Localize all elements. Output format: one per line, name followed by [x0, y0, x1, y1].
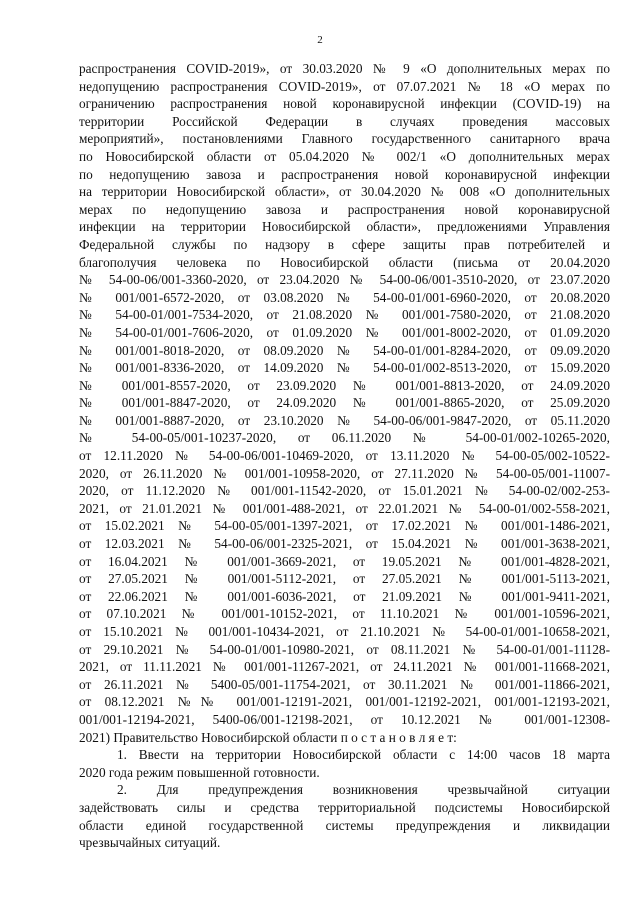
text-line: от 16.04.2021 № 001/001-3669-2021, от 19.05.2021 № 001/001-4828-2021,	[79, 553, 610, 569]
text-line: № 001/001-8018-2020, от 08.09.2020 № 54-00-01/001-8284-2020, от 09.09.2020	[79, 342, 610, 358]
text-line: на территории Новосибирской области», от 30.04.2020 № 008 «О дополнительных	[79, 184, 610, 200]
text-line: 2020, от 26.11.2020 № 001/001-10958-2020, от 27.11.2020 № 54-00-05/001-11007-	[79, 465, 610, 481]
text-line: 2021) Правительство Новосибирской области п о с т а н о в л я е т:	[79, 729, 457, 745]
text-line: № 001/001-8887-2020, от 23.10.2020 № 54-00-06/001-9847-2020, от 05.11.2020	[79, 412, 610, 428]
text-line: от 12.11.2020 № 54-00-06/001-10469-2020, от 13.11.2020 № 54-00-05/002-10522-	[79, 448, 610, 464]
item-2-line: 2. Для предупреждения возникновения чрезвычайной ситуации	[117, 782, 610, 798]
text-line: № 54-00-05/001-10237-2020, от 06.11.2020 № 54-00-01/002-10265-2020,	[79, 430, 610, 446]
text-line: недопущению распространения COVID-2019», от 07.07.2021 № 18 «О мерах по	[79, 78, 610, 94]
text-line: от 22.06.2021 № 001/001-6036-2021, от 21.09.2021 № 001/001-9411-2021,	[79, 588, 610, 604]
text-line: № 001/001-8336-2020, от 14.09.2020 № 54-00-01/002-8513-2020, от 15.09.2020	[79, 360, 610, 376]
text-line: 2021, от 11.11.2021 № 001/001-11267-2021, от 24.11.2021 № 001/001-11668-2021,	[79, 659, 610, 675]
text-line: благополучия человека по Новосибирской области (письма от 20.04.2020	[79, 254, 610, 270]
text-line: от 15.10.2021 № 001/001-10434-2021, от 21.10.2021 № 54-00-01/001-10658-2021,	[79, 624, 610, 639]
item-1-line: 1. Ввести на территории Новосибирской области с 14:00 часов 18 марта	[117, 747, 610, 763]
text-line: № 54-00-01/001-7606-2020, от 01.09.2020 № 001/001-8002-2020, от 01.09.2020	[79, 324, 610, 340]
text-line: ограничению распространения новой коронавирусной инфекции (COVID-19) на	[79, 96, 610, 112]
text-line: по недопущению завоза и распространения новой коронавирусной инфекции	[79, 166, 610, 182]
text-line: от 08.12.2021 №№ 001/001-12191-2021, 001/001-12192-2021, 001/001-12193-2021,	[79, 694, 610, 710]
document-body	[79, 60, 610, 852]
text-line: мерах по недопущению завоза и распространения новой коронавирусной	[79, 201, 610, 217]
text-line: от 27.05.2021 № 001/001-5112-2021, от 27.05.2021 № 001/001-5113-2021,	[79, 571, 610, 587]
text-line: Федеральной службы по надзору в сфере защиты прав потребителей и	[79, 236, 610, 252]
text-line: территории Российской Федерации в случаях проведения массовых	[79, 113, 610, 129]
text-line: от 29.10.2021 № 54-00-01/001-10980-2021, от 08.11.2021 № 54-00-01/001-11128-	[79, 641, 610, 657]
text-line: № 54-00-06/001-3360-2020, от 23.04.2020 № 54-00-06/001-3510-2020, от 23.07.2020	[79, 272, 610, 288]
text-line: от 12.03.2021 № 54-00-06/001-2325-2021, от 15.04.2021 № 001/001-3638-2021,	[79, 536, 610, 552]
text-line: № 001/001-8557-2020, от 23.09.2020 № 001/001-8813-2020, от 24.09.2020	[79, 377, 610, 393]
text-line: распространения COVID-2019», от 30.03.2020 № 9 «О дополнительных мерах по	[79, 61, 610, 76]
item-2-line: задействовать силы и средства территориальной подсистемы Новосибирской	[79, 799, 610, 815]
text-line: от 26.11.2021 № 5400-05/001-11754-2021, от 30.11.2021 № 001/001-11866-2021,	[79, 676, 610, 692]
text-line: 2020, от 11.12.2020 № 001/001-11542-2020, от 15.01.2021 № 54-00-02/002-253-	[79, 483, 610, 499]
item-1-line: 2020 года режим повышенной готовности.	[79, 764, 320, 780]
text-line: мероприятий», постановлениями Главного государственного санитарного врача	[79, 131, 610, 147]
text-line: № 54-00-01/001-7534-2020, от 21.08.2020 № 001/001-7580-2020, от 21.08.2020	[79, 307, 610, 323]
text-line: по Новосибирской области от 05.04.2020 № 002/1 «О дополнительных мерах	[79, 148, 610, 164]
page-number: 2	[317, 34, 323, 46]
text-line: № 001/001-8847-2020, от 24.09.2020 № 001/001-8865-2020, от 25.09.2020	[79, 395, 610, 411]
text-line: 2021, от 21.01.2021 № 001/001-488-2021, от 22.01.2021 № 54-00-01/002-558-2021,	[79, 500, 610, 516]
text-line: инфекции на территории Новосибирской области», предложениями Управления	[79, 219, 610, 235]
text-line: от 07.10.2021 № 001/001-10152-2021, от 11.10.2021 № 001/001-10596-2021,	[79, 606, 610, 622]
item-2-line: чрезвычайных ситуаций.	[79, 835, 221, 851]
text-line: № 001/001-6572-2020, от 03.08.2020 № 54-00-01/001-6960-2020, от 20.08.2020	[79, 289, 610, 305]
item-2-line: области единой государственной системы предупреждения и ликвидации	[79, 817, 610, 833]
text-line: 001/001-12194-2021, 5400-06/001-12198-2021, от 10.12.2021 № 001/001-12308-	[79, 711, 610, 727]
text-line: от 15.02.2021 № 54-00-05/001-1397-2021, от 17.02.2021 № 001/001-1486-2021,	[79, 518, 610, 534]
